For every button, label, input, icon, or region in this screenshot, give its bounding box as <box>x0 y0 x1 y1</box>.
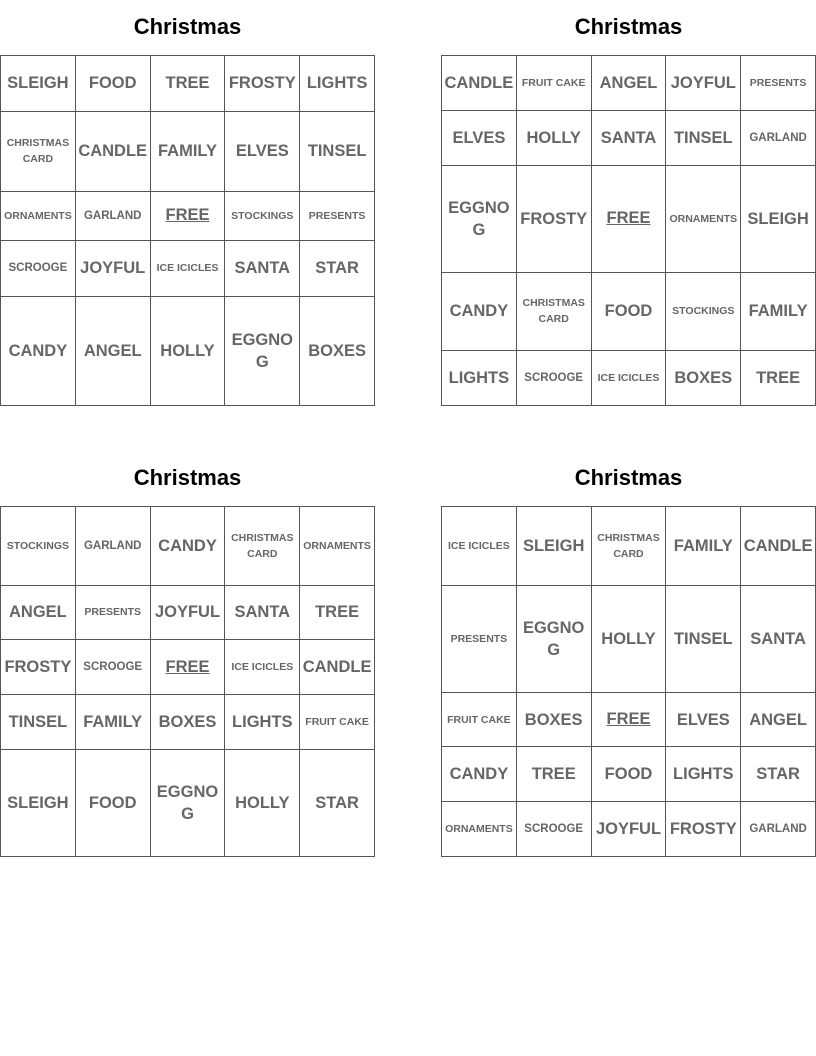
bingo-cell: PRESENTS <box>300 192 375 241</box>
bingo-cell: CHRISTMAS CARD <box>1 111 76 191</box>
bingo-cell: FOOD <box>591 272 666 351</box>
bingo-cell: FROSTY <box>1 640 76 695</box>
bingo-grid <box>441 55 816 406</box>
bingo-cell: JOYFUL <box>591 802 666 857</box>
bingo-cell: EGGNOG <box>225 296 300 405</box>
bingo-cell: SANTA <box>225 240 300 296</box>
bingo-cell: FAMILY <box>75 695 150 750</box>
bingo-cell: EGGNOG <box>516 585 591 692</box>
bingo-cell: FROSTY <box>666 802 741 857</box>
bingo-cell: CANDY <box>1 296 76 405</box>
bingo-grid <box>0 55 375 406</box>
bingo-cell: ICE ICICLES <box>591 351 666 406</box>
bingo-cell: SLEIGH <box>1 749 76 856</box>
bingo-cell: SCROOGE <box>1 240 76 296</box>
bingo-cell: JOYFUL <box>75 240 150 296</box>
bingo-cell: FOOD <box>75 749 150 856</box>
bingo-cell: CHRISTMAS CARD <box>225 507 300 586</box>
bingo-cell: LIGHTS <box>300 56 375 112</box>
bingo-cell: CHRISTMAS CARD <box>516 272 591 351</box>
bingo-cell: CANDLE <box>300 640 375 695</box>
bingo-cell: EGGNOG <box>442 165 517 272</box>
bingo-cell: ORNAMENTS <box>1 192 76 241</box>
bingo-cell: STAR <box>300 240 375 296</box>
bingo-cell: GARLAND <box>75 507 150 586</box>
bingo-cell: EGGNOG <box>150 749 225 856</box>
bingo-cell: BOXES <box>516 692 591 747</box>
bingo-cell: BOXES <box>150 695 225 750</box>
bingo-cell: TREE <box>150 56 225 112</box>
bingo-cell: ANGEL <box>1 585 76 640</box>
bingo-cell: HOLLY <box>225 749 300 856</box>
bingo-cell: SCROOGE <box>516 802 591 857</box>
bingo-cell: FAMILY <box>150 111 225 191</box>
bingo-cell: PRESENTS <box>741 56 816 111</box>
bingo-cell: SLEIGH <box>1 56 76 112</box>
bingo-cell: ORNAMENTS <box>300 507 375 586</box>
bingo-cell: FOOD <box>75 56 150 112</box>
bingo-cell: FAMILY <box>741 272 816 351</box>
bingo-cell: FROSTY <box>225 56 300 112</box>
bingo-cell: BOXES <box>300 296 375 405</box>
bingo-cell: TINSEL <box>666 585 741 692</box>
card-title: Christmas <box>574 14 683 39</box>
bingo-cell: STAR <box>741 747 816 802</box>
bingo-cell: SANTA <box>741 585 816 692</box>
bingo-cell: CANDY <box>150 507 225 586</box>
bingo-cell: BOXES <box>666 351 741 406</box>
bingo-cell: FRUIT CAKE <box>442 692 517 747</box>
free-space-cell: FREE <box>150 640 225 695</box>
bingo-cell: ORNAMENTS <box>666 165 741 272</box>
bingo-cell: ELVES <box>442 110 517 165</box>
bingo-cell: PRESENTS <box>75 585 150 640</box>
card-title: Christmas <box>574 465 683 490</box>
bingo-cell: STOCKINGS <box>666 272 741 351</box>
bingo-cell: LIGHTS <box>225 695 300 750</box>
bingo-cell: SCROOGE <box>75 640 150 695</box>
bingo-cell: STAR <box>300 749 375 856</box>
free-space-cell: FREE <box>591 165 666 272</box>
bingo-cell: ELVES <box>666 692 741 747</box>
bingo-cell: FRUIT CAKE <box>300 695 375 750</box>
bingo-cell: JOYFUL <box>150 585 225 640</box>
bingo-cell: SCROOGE <box>516 351 591 406</box>
bingo-cell: FOOD <box>591 747 666 802</box>
bingo-cell: TINSEL <box>666 110 741 165</box>
bingo-cell: ANGEL <box>741 692 816 747</box>
bingo-grid <box>441 506 816 857</box>
bingo-cell: FRUIT CAKE <box>516 56 591 111</box>
bingo-cell: FAMILY <box>666 507 741 586</box>
bingo-cell: SANTA <box>591 110 666 165</box>
bingo-cell: GARLAND <box>741 110 816 165</box>
bingo-grid <box>0 506 375 857</box>
bingo-cell: PRESENTS <box>442 585 517 692</box>
bingo-cell: LIGHTS <box>666 747 741 802</box>
bingo-cell: CANDLE <box>442 56 517 111</box>
bingo-cell: HOLLY <box>516 110 591 165</box>
bingo-cell: CANDY <box>442 747 517 802</box>
bingo-cell: LIGHTS <box>442 351 517 406</box>
bingo-cell: ANGEL <box>591 56 666 111</box>
bingo-cell: GARLAND <box>741 802 816 857</box>
bingo-cell: STOCKINGS <box>225 192 300 241</box>
bingo-cell: HOLLY <box>591 585 666 692</box>
card-title: Christmas <box>133 14 242 39</box>
bingo-cell: ELVES <box>225 111 300 191</box>
bingo-cell: CANDLE <box>741 507 816 586</box>
bingo-cell: ORNAMENTS <box>442 802 517 857</box>
bingo-cell: CANDLE <box>75 111 150 191</box>
card-title: Christmas <box>133 465 242 490</box>
bingo-cell: TREE <box>300 585 375 640</box>
bingo-cell: SANTA <box>225 585 300 640</box>
bingo-cell: CANDY <box>442 272 517 351</box>
bingo-cell: CHRISTMAS CARD <box>591 507 666 586</box>
bingo-cell: SLEIGH <box>741 165 816 272</box>
free-space-cell: FREE <box>591 692 666 747</box>
bingo-cell: HOLLY <box>150 296 225 405</box>
bingo-cell: ANGEL <box>75 296 150 405</box>
bingo-cell: TINSEL <box>1 695 76 750</box>
bingo-cell: TREE <box>516 747 591 802</box>
bingo-cell: TINSEL <box>300 111 375 191</box>
bingo-cell: ICE ICICLES <box>442 507 517 586</box>
bingo-cell: ICE ICICLES <box>225 640 300 695</box>
free-space-cell: FREE <box>150 192 225 241</box>
bingo-cell: ICE ICICLES <box>150 240 225 296</box>
bingo-cell: GARLAND <box>75 192 150 241</box>
bingo-cell: TREE <box>741 351 816 406</box>
bingo-cell: SLEIGH <box>516 507 591 586</box>
bingo-cell: JOYFUL <box>666 56 741 111</box>
bingo-cell: FROSTY <box>516 165 591 272</box>
bingo-cell: STOCKINGS <box>1 507 76 586</box>
